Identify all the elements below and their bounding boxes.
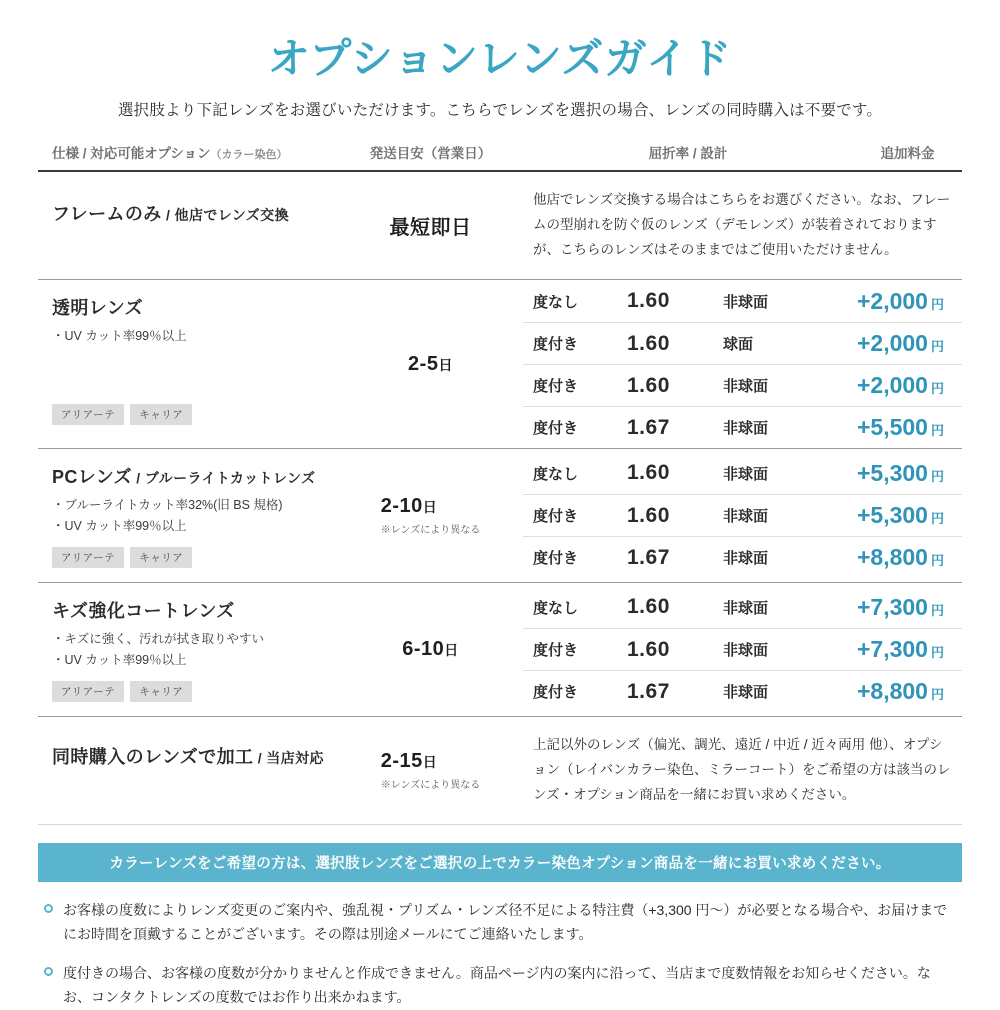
option-tags <box>52 681 328 702</box>
spec-price-value: +2,000 <box>856 372 928 399</box>
spec-row <box>523 494 962 536</box>
spec-design: 非球面 <box>723 642 769 660</box>
spec-price-unit: 円 <box>930 511 944 527</box>
spec-price-value: +7,300 <box>856 593 928 620</box>
spec-price-unit: 円 <box>930 687 944 703</box>
spec-price <box>853 460 962 487</box>
spec-row <box>523 406 962 448</box>
spec-price-unit: 円 <box>930 423 944 439</box>
table-row <box>38 449 962 582</box>
shipping-value <box>381 750 480 773</box>
spec-degree: 度付き <box>533 550 579 568</box>
shipping-value <box>381 495 480 518</box>
row-spec-table <box>523 280 962 448</box>
lens-note: ・UV カット率99％以上 <box>52 519 187 534</box>
spec-row <box>523 322 962 364</box>
shipping-days: 6-10 <box>402 637 445 660</box>
shipping-value: 最短即日 <box>389 217 472 240</box>
spec-price-unit: 円 <box>930 553 944 569</box>
lens-note: ・UV カット率99％以上 <box>52 653 187 668</box>
spec-degree: 度付き <box>533 684 579 702</box>
row-description: 上記以外のレンズ（偏光、調光、遠近 / 中近 / 近々両用 他）、オプション（レイバンカラー染色、ミラーコート）をご希望の方は該当のレンズ・オプション商品を一緒にお買い求めください。 <box>533 736 951 802</box>
lens-name <box>52 597 328 623</box>
shipping-unit: 日 <box>422 498 438 515</box>
page-title: オプションレンズガイド <box>267 35 733 82</box>
lens-name-main: 透明レンズ <box>52 298 144 319</box>
table-row <box>38 280 962 448</box>
spec-price-value: +2,000 <box>856 330 928 357</box>
spec-row <box>523 280 962 322</box>
shipping-note: ※レンズにより異なる <box>380 779 481 791</box>
row-spec-cell <box>38 717 338 824</box>
spec-price-value: +5,300 <box>856 459 928 486</box>
shipping-unit: 日 <box>438 356 453 373</box>
lens-name-main: 同時購入のレンズで加工 <box>52 746 254 767</box>
row-spec-cell <box>38 449 338 582</box>
spec-price-value: +8,800 <box>856 678 928 705</box>
spec-index: 1.67 <box>627 415 670 439</box>
spec-degree: 度なし <box>533 599 579 617</box>
table-row <box>38 583 962 716</box>
row-spec-cell <box>38 280 338 448</box>
spec-price <box>853 414 962 441</box>
spec-row <box>523 536 962 578</box>
spec-degree: 度付き <box>533 378 579 396</box>
row-shipping-cell <box>338 717 523 824</box>
spec-index: 1.60 <box>627 637 670 661</box>
row-shipping-cell <box>338 172 523 279</box>
spec-degree: 度なし <box>533 293 579 311</box>
lens-name <box>52 463 328 489</box>
column-header-index: 屈折率 / 設計 <box>648 146 728 162</box>
lens-name-main: フレームのみ <box>52 204 162 225</box>
spec-design: 非球面 <box>723 420 769 438</box>
option-tag: キャリア <box>130 547 192 568</box>
color-lens-banner: カラーレンズをご希望の方は、選択肢レンズをご選択の上でカラー染色オプション商品を一緒にお買い求めください。 <box>38 843 962 882</box>
row-spec-cell <box>38 583 338 716</box>
lens-name-main: キズ強化コートレンズ <box>52 600 235 621</box>
row-spec-table <box>523 449 962 582</box>
spec-degree: 度付き <box>533 642 579 660</box>
table-row <box>38 717 962 824</box>
option-tag: キャリア <box>130 404 192 425</box>
column-header-shipping: 発送目安（営業日） <box>369 146 492 162</box>
lens-name <box>52 743 328 769</box>
spec-price <box>853 636 962 663</box>
spec-row <box>523 628 962 670</box>
spec-price <box>853 330 962 357</box>
lens-name-main: PCレンズ <box>52 467 133 488</box>
row-spec-table <box>523 583 962 716</box>
spec-design: 非球面 <box>723 550 769 568</box>
row-description-cell <box>523 717 962 824</box>
spec-price-unit: 円 <box>930 296 944 312</box>
column-header-price: 追加料金 <box>880 146 935 162</box>
lens-name-sub: / ブルーライトカットレンズ <box>132 470 316 487</box>
spec-design: 非球面 <box>723 293 769 311</box>
spec-price <box>853 678 962 705</box>
spec-price <box>853 372 962 399</box>
spec-index: 1.60 <box>627 595 670 619</box>
shipping-days: 2-15 <box>380 749 423 772</box>
row-description: 他店でレンズ交換する場合はこちらをお選びください。なお、フレームの型崩れを防ぐ仮のレンズ（デモレンズ）が装着されておりますが、こちらのレンズはそのままではご使用いただけません。 <box>533 192 951 258</box>
shipping-value <box>408 353 453 376</box>
spec-design: 非球面 <box>723 378 769 396</box>
footnote-text: 度付きの場合、お客様の度数が分かりませんと作成できません。商品ページ内の案内に沿って、当店まで度数情報をお知らせください。なお、コンタクトレンズの度数ではお作り出来かねます。 <box>63 964 931 1005</box>
spec-index: 1.60 <box>627 373 670 397</box>
option-tags <box>52 404 328 425</box>
footnote-item <box>44 961 956 1010</box>
spec-price-unit: 円 <box>930 468 944 484</box>
shipping-unit: 日 <box>444 641 459 658</box>
bullet-icon <box>44 967 53 976</box>
row-shipping-cell <box>338 449 523 582</box>
spec-price-unit: 円 <box>930 645 944 661</box>
bullet-icon <box>44 904 53 913</box>
footer-divider <box>38 824 962 825</box>
lens-name <box>52 200 328 226</box>
shipping-days: 2-10 <box>380 494 423 517</box>
spec-row <box>523 586 962 628</box>
footnote-text: お客様の度数によりレンズ変更のご案内や、強乱視・プリズム・レンズ径不足による特注費（+3,300 円～）が必要となる場合や、お届けまでにお時間を頂戴することがございます。その際は別途メールにてご連絡いたします。 <box>63 901 948 942</box>
spec-price <box>853 544 962 571</box>
row-description-cell <box>523 172 962 279</box>
spec-price <box>853 502 962 529</box>
spec-degree: 度なし <box>533 465 579 483</box>
row-shipping-cell <box>338 583 523 716</box>
spec-price-value: +5,500 <box>856 414 928 441</box>
option-tag: アリアーテ <box>52 681 124 702</box>
spec-index: 1.67 <box>627 679 670 703</box>
option-tag: アリアーテ <box>52 547 124 568</box>
spec-design: 非球面 <box>723 508 769 526</box>
row-shipping-cell <box>338 280 523 448</box>
page-subtitle: 選択肢より下記レンズをお選びいただけます。こちらでレンズを選択の場合、レンズの同時購入は不要です。 <box>117 102 883 120</box>
spec-design: 非球面 <box>723 599 769 617</box>
spec-price <box>853 288 962 315</box>
footnotes <box>38 898 962 1010</box>
spec-row <box>523 670 962 712</box>
option-tag: アリアーテ <box>52 404 124 425</box>
lens-note: ・キズに強く、汚れが拭き取りやすい <box>52 631 265 646</box>
table-column-headers <box>38 142 962 170</box>
lens-note: ・ブルーライトカット率32%(旧 BS 規格) <box>52 498 283 513</box>
spec-design: 非球面 <box>723 465 769 483</box>
spec-price-unit: 円 <box>930 381 944 397</box>
spec-price-unit: 円 <box>930 602 944 618</box>
spec-price-unit: 円 <box>930 339 944 355</box>
lens-name-sub: / 当店対応 <box>253 749 324 766</box>
spec-design: 球面 <box>723 336 754 354</box>
shipping-note: ※レンズにより異なる <box>380 524 481 536</box>
spec-degree: 度付き <box>533 336 579 354</box>
spec-price-value: +8,800 <box>856 544 928 571</box>
spec-row <box>523 364 962 406</box>
spec-index: 1.60 <box>627 289 670 313</box>
spec-index: 1.60 <box>627 503 670 527</box>
shipping-unit: 日 <box>422 753 438 770</box>
spec-price <box>853 594 962 621</box>
spec-degree: 度付き <box>533 508 579 526</box>
option-tag: キャリア <box>130 681 192 702</box>
column-header-spec <box>38 142 338 162</box>
table-row <box>38 172 962 279</box>
spec-index: 1.60 <box>627 331 670 355</box>
lens-name <box>52 294 328 320</box>
spec-price-value: +7,300 <box>856 636 928 663</box>
spec-degree: 度付き <box>533 420 579 438</box>
row-spec-cell <box>38 172 338 279</box>
spec-price-value: +2,000 <box>856 287 928 314</box>
spec-price-value: +5,300 <box>856 502 928 529</box>
option-tags <box>52 547 328 568</box>
spec-index: 1.60 <box>627 461 670 485</box>
spec-index: 1.67 <box>627 545 670 569</box>
shipping-days: 2-5 <box>408 352 439 375</box>
shipping-value <box>402 638 459 661</box>
column-header-spec-sub: （カラー染色） <box>210 149 288 162</box>
column-header-spec-label: 仕様 / 対応可能オプション <box>52 146 211 162</box>
spec-design: 非球面 <box>723 684 769 702</box>
lens-name-sub: / 他店でレンズ交換 <box>161 207 289 224</box>
footnote-item <box>44 898 956 947</box>
spec-row <box>523 452 962 494</box>
lens-note: ・UV カット率99％以上 <box>52 329 187 344</box>
